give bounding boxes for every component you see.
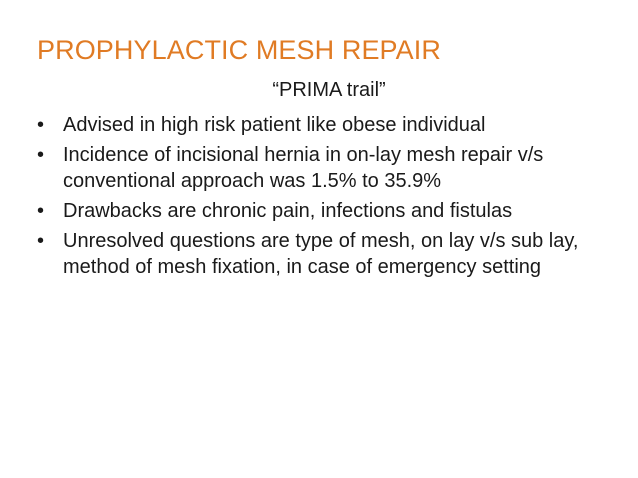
bullet-dot-icon: •: [37, 144, 45, 166]
slide-title: PROPHYLACTIC MESH REPAIR: [37, 35, 441, 65]
bullet-dot-icon: •: [37, 230, 45, 252]
bullet-list: [37, 112, 627, 284]
slide-subtitle: “PRIMA trail”: [272, 79, 386, 101]
bullet-dot-icon: •: [37, 200, 45, 222]
bullet-item: [37, 198, 627, 224]
bullet-text: Unresolved questions are type of mesh, on lay v/s sub lay, method of mesh fixation, in case of emergency setting: [63, 230, 579, 278]
bullet-text: Drawbacks are chronic pain, infections and fistulas: [63, 200, 513, 222]
bullet-dot-icon: •: [37, 114, 45, 136]
bullet-item: [37, 228, 627, 280]
bullet-text: Advised in high risk patient like obese individual: [63, 114, 486, 136]
bullet-text: Incidence of incisional hernia in on-lay mesh repair v/s conventional approach was 1.5% to 35.9%: [63, 144, 544, 192]
bullet-item: [37, 142, 627, 194]
bullet-item: [37, 112, 627, 138]
